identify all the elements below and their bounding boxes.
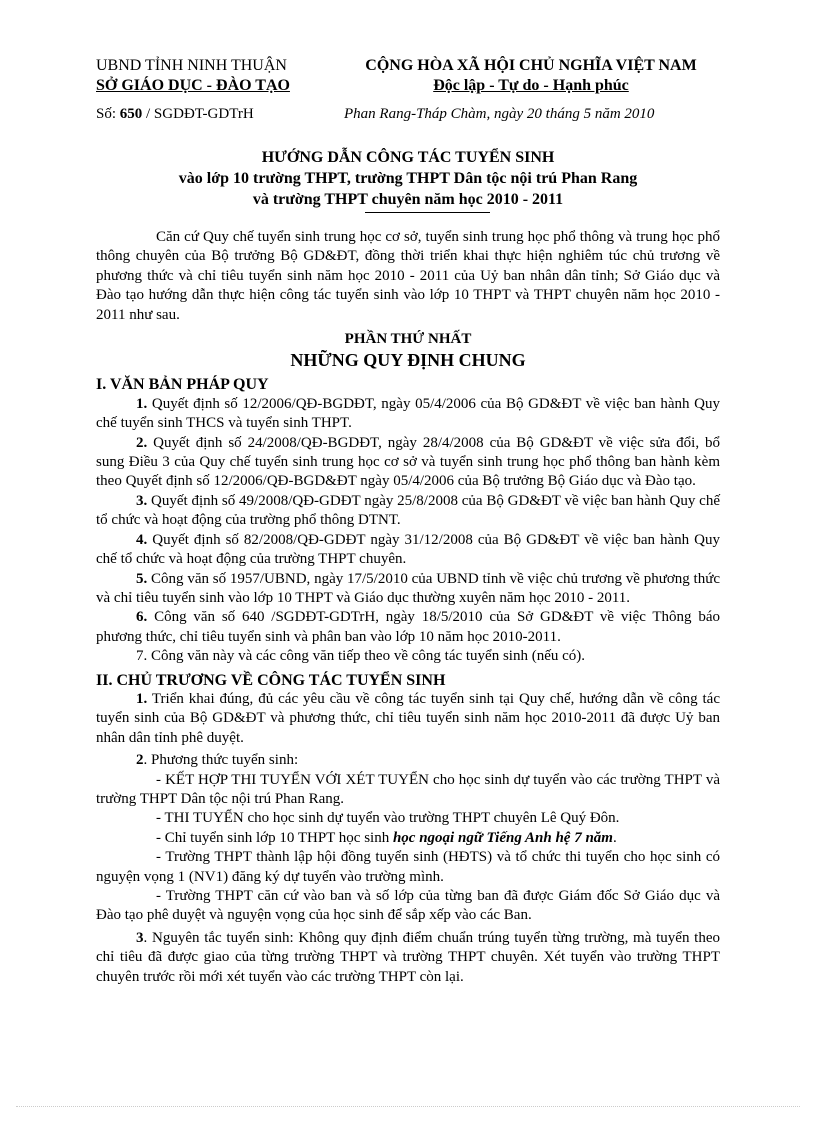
legal-item [96,647,720,666]
item-number: 1. [136,395,148,412]
item-number: 7. [136,648,148,665]
bullet-end: . [612,829,617,846]
item-number: 3. [136,492,148,509]
item-text: . Phương thức tuyển sinh: [143,752,299,769]
intro-paragraph: Căn cứ Quy chế tuyển sinh trung học cơ sở, tuyển sinh trung học phổ thông và trung học phổ thông chuyên của Bộ trưởng Bộ GD&ĐT, đồng thời triển khai thực hiện nghiêm túc chủ trương về phương thức và chỉ tiêu tuyển sinh năm học 2010 - 2011 của Uỷ ban nhân dân tỉnh; Sở Giáo dục và Đào tạo hướng dẫn thực hiện công tác tuyển sinh vào lớp 10 THPT và THPT chuyên năm học 2010 - 2011 như sau. [96,229,720,323]
bullet-item: - Trường THPT căn cứ vào ban và số lớp của từng ban đã được Giám đốc Sở Giáo dục và Đào tạo phê duyệt và nguyện vọng của học sinh để sắp xếp vào các Ban. [96,888,720,924]
item-text: Công văn này và các công văn tiếp theo về công tác tuyển sinh (nếu có). [151,648,586,665]
bullet-item: - KẾT HỢP THI TUYỂN VỚI XÉT TUYỂN cho học sinh dự tuyển vào các trường THPT và trường THPT Dân tộc nội trú Phan Rang. [96,771,720,807]
legal-item [96,570,720,609]
page-bottom-rule [16,1106,800,1107]
bullet-item [96,829,720,848]
item-text: Triển khai đúng, đủ các yêu cầu về công tác tuyển sinh tại Quy chế, hướng dẫn về công tác tuyển sinh của Bộ GD&ĐT và phương thức, chỉ tiêu tuyển sinh năm học 2010-2011 đã được Uỷ ban nhân dân tỉnh phê duyệt. [96,690,720,746]
item-text: Quyết định số 24/2008/QĐ-BGDĐT, ngày 28/4/2008 của Bộ GD&ĐT về việc sửa đổi, bổ sung Điều 3 của Quy chế tuyển sinh trung học cơ sở và tuyển sinh trung học phổ thông ban hành kèm theo Quyết định số 12/2006/QĐ-BGD&ĐT ngày 05/4/2006 của Bộ trưởng Bộ Giáo dục và Đào tạo. [96,434,721,490]
issuing-authority [96,56,316,96]
org-line1: UBND TỈNH NINH THUẬN [96,57,287,74]
policy-item-1 [96,690,720,748]
item-text: Công văn số 640 /SGDĐT-GDTrH, ngày 18/5/2010 của Sở GD&ĐT về việc Thông báo phương thức, chỉ tiêu tuyển sinh và phân ban vào lớp 10 năm học 2010-2011. [96,609,721,645]
item-number: 3 [136,929,144,946]
bullet-item: - THI TUYỂN cho học sinh dự tuyển vào trường THPT chuyên Lê Quý Đôn. [156,810,620,827]
item-text: Quyết định số 12/2006/QĐ-BGDĐT, ngày 05/4/2006 của Bộ GD&ĐT về việc ban hành Quy chế tuyển sinh THCS và tuyển sinh THPT. [96,395,721,432]
item-number: 1. [136,690,148,707]
title-line1: HƯỚNG DẪN CÔNG TÁC TUYỂN SINH [261,149,555,166]
legal-item [96,608,720,647]
legal-item [96,492,720,531]
part-label: PHẦN THỨ NHẤT [344,331,472,348]
item-text: Quyết định số 82/2008/QĐ-GDĐT ngày 31/12/2008 của Bộ GD&ĐT về việc ban hành Quy chế tổ chức và hoạt động của trường THPT chuyên. [96,531,720,568]
document-number [96,106,254,123]
nation-line1: CỘNG HÒA XÃ HỘI CHỦ NGHĨA VIỆT NAM [365,57,697,74]
item-text: Công văn số 1957/UBND, ngày 17/5/2010 của UBND tỉnh về việc chủ trương về phương thức và chỉ tiêu tuyển sinh vào lớp 10 THPT và Giáo dục thường xuyên năm học 2010 - 2011. [96,570,720,606]
legal-item [96,395,720,434]
item-text: . Nguyên tắc tuyển sinh: Không quy định điểm chuẩn trúng tuyển từng trường, mà tuyển theo chỉ tiêu đã được giao của từng trường THPT và trường THPT chuyên. Xét tuyển vào trường THPT chuyên trước rồi mới xét tuyển vào các trường THPT còn lại. [96,929,720,985]
bullet-item: - Trường THPT thành lập hội đồng tuyển sinh (HĐTS) và tổ chức thi tuyển cho học sinh có nguyện vọng 1 (NV1) đăng ký dự tuyển vào trường mình. [96,849,720,885]
policy-item-2 [96,751,720,770]
policy-item-3 [96,929,720,987]
doc-no-prefix: Số: [96,106,117,122]
section2-heading: II. CHỦ TRƯƠNG VỀ CÔNG TÁC TUYỂN SINH [96,671,446,689]
nation-line2: Độc lập - Tự do - Hạnh phúc [433,77,629,94]
doc-no-value: 650 [119,106,143,122]
title-line2: vào lớp 10 trường THPT, trường THPT Dân tộc nội trú Phan Rang [178,170,638,187]
section1-heading: I. VĂN BẢN PHÁP QUY [96,376,269,394]
document-body [96,228,720,987]
org-line2: SỞ GIÁO DỤC - ĐÀO TẠO [96,77,290,94]
item-text: Quyết định số 49/2008/QĐ-GDĐT ngày 25/8/2008 của Bộ GD&ĐT về việc ban hành Quy chế tổ chức và hoạt động của trường phổ thông DTNT. [96,492,720,529]
bullet-emphasis: học ngoại ngữ Tiếng Anh hệ 7 năm [392,829,613,846]
place-date: Phan Rang-Tháp Chàm, ngày 20 tháng 5 năm 2010 [344,106,655,122]
doc-no-suffix: / SGDĐT-GDTrH [146,106,254,122]
item-number: 4. [136,531,148,548]
item-number: 2 [136,752,144,769]
bullet-text: - Chỉ tuyển sinh lớp 10 THPT học sinh [156,829,393,846]
title-underline [365,212,490,213]
part-title: NHỮNG QUY ĐỊNH CHUNG [290,350,526,371]
item-number: 6. [136,609,148,626]
legal-item [96,531,720,570]
item-number: 5. [136,570,148,587]
title-line3: và trường THPT chuyên năm học 2010 - 2011 [252,191,564,208]
document-title [96,147,720,210]
legal-item [96,434,720,492]
national-motto [336,56,726,96]
item-number: 2. [136,434,148,451]
